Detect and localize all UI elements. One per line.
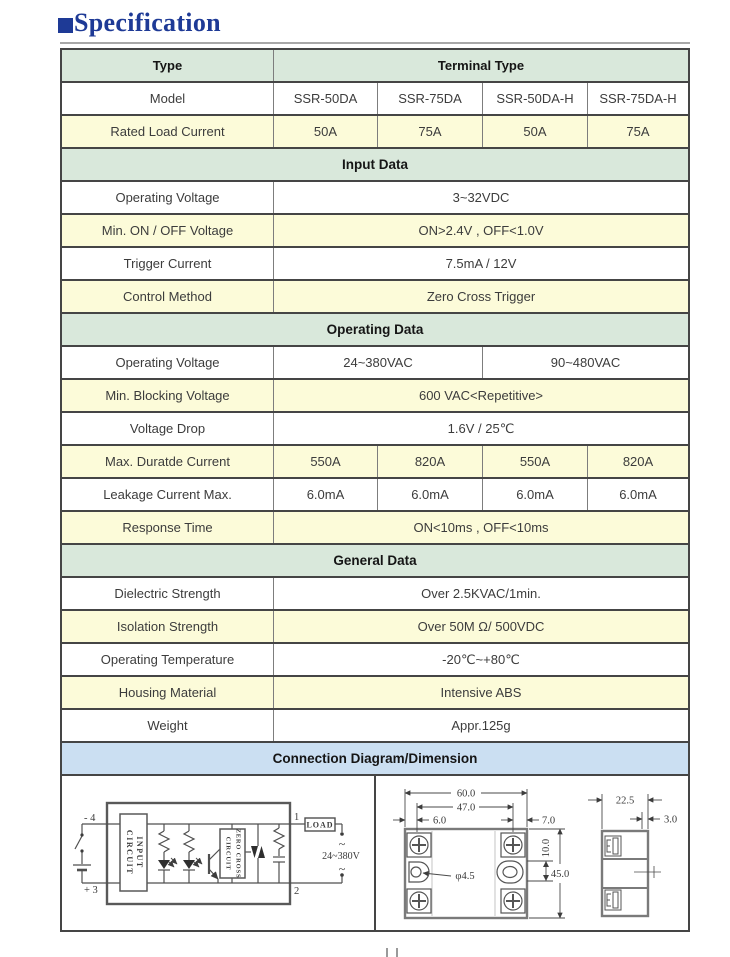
table-row bbox=[62, 644, 688, 677]
terminal-label-3: + 3 bbox=[84, 885, 98, 896]
row-value: 6.0mA bbox=[274, 479, 378, 510]
table-row bbox=[62, 215, 688, 248]
section-title: Operating Data bbox=[62, 314, 688, 345]
table-row bbox=[62, 446, 688, 479]
row-value: 90~480VAC bbox=[550, 355, 621, 370]
zero-cross-label: ZERO CROSS bbox=[234, 828, 242, 879]
row-value: 6.0mA bbox=[378, 479, 483, 510]
table-row bbox=[62, 512, 688, 545]
title-bullet-square-icon bbox=[58, 18, 73, 33]
row-label: Weight bbox=[62, 710, 274, 741]
row-value: Zero Cross Trigger bbox=[274, 281, 688, 312]
load-label: LOAD bbox=[306, 820, 334, 830]
row-label: Leakage Current Max. bbox=[62, 479, 274, 510]
dim-depth: 22.5 bbox=[615, 795, 635, 807]
row-value: Over 2.5KVAC/1min. bbox=[421, 586, 541, 601]
section-header-diagram bbox=[62, 743, 688, 776]
page-title: Specification bbox=[74, 7, 221, 37]
row-value: 3~32VDC bbox=[452, 190, 510, 205]
rated-load-value: 75A bbox=[588, 116, 688, 147]
row-value: Over 50M Ω/ 500VDC bbox=[274, 611, 688, 642]
dim-slot-height: 10.0 bbox=[541, 838, 552, 858]
side-view-body bbox=[602, 831, 648, 916]
page-header bbox=[60, 6, 690, 39]
section-title: General Data bbox=[62, 545, 688, 576]
ac-terminal-dot bbox=[340, 832, 344, 836]
type-header: Type bbox=[62, 50, 274, 81]
row-value: 820A bbox=[378, 446, 483, 477]
connection-diagram-panel bbox=[62, 776, 376, 930]
model-value: SSR-75DA-H bbox=[599, 91, 677, 106]
section-header-operating-data bbox=[62, 314, 688, 347]
row-label: Control Method bbox=[62, 281, 274, 312]
table-row bbox=[62, 710, 688, 743]
rated-load-value: 50A bbox=[274, 116, 378, 147]
dimension-drawing-svg bbox=[376, 776, 688, 930]
ac-wave-symbol: ~ bbox=[338, 862, 346, 876]
row-label: Trigger Current bbox=[62, 248, 274, 279]
model-value: SSR-75DA bbox=[378, 83, 483, 114]
section-header-general-data bbox=[62, 545, 688, 578]
terminal-type-header: Terminal Type bbox=[274, 50, 688, 81]
connection-diagram-svg bbox=[62, 776, 374, 930]
row-label: Model bbox=[62, 83, 274, 114]
dim-tab: 3.0 bbox=[664, 814, 678, 826]
dim-hole-diameter: φ4.5 bbox=[455, 871, 475, 882]
row-value: 24~380VAC bbox=[274, 347, 483, 378]
title-divider bbox=[60, 42, 690, 44]
table-row bbox=[62, 578, 688, 611]
rated-load-value: 50A bbox=[483, 116, 588, 147]
table-row bbox=[62, 380, 688, 413]
row-value: ON>2.4V , OFF<1.0V bbox=[274, 215, 688, 246]
row-value: 550A bbox=[274, 446, 378, 477]
diagram-area bbox=[62, 776, 688, 930]
row-label: Rated Load Current bbox=[62, 116, 274, 147]
ac-wave-symbol: ~ bbox=[338, 837, 346, 851]
dimension-drawing-panel bbox=[376, 776, 688, 930]
terminal-label-2: 2 bbox=[294, 886, 300, 897]
row-label: Operating Temperature bbox=[62, 644, 274, 675]
row-value: Appr.125g bbox=[451, 718, 511, 733]
row-label: Response Time bbox=[62, 512, 274, 543]
rated-load-value: 75A bbox=[378, 116, 483, 147]
row-value: -20℃~+80℃ bbox=[442, 651, 520, 667]
table-row bbox=[62, 248, 688, 281]
model-value: SSR-50DA-H bbox=[483, 83, 588, 114]
specification-table bbox=[60, 48, 690, 932]
switch-contact-dot bbox=[80, 833, 83, 836]
table-row bbox=[62, 182, 688, 215]
input-circuit-label: INPUT bbox=[135, 836, 145, 869]
page-footer-mark bbox=[386, 948, 398, 957]
section-title: Connection Diagram/Dimension bbox=[62, 743, 688, 774]
row-label: Operating Voltage bbox=[62, 347, 274, 378]
row-label: Max. Duratde Current bbox=[62, 446, 274, 477]
row-label: Operating Voltage bbox=[62, 182, 274, 213]
section-title: Input Data bbox=[62, 149, 688, 180]
table-row-type bbox=[62, 50, 688, 83]
row-value: Intensive ABS bbox=[274, 677, 688, 708]
row-value: 550A bbox=[483, 446, 588, 477]
row-value: 7.5mA / 12V bbox=[445, 256, 517, 271]
ac-voltage-label: 24~380V bbox=[322, 851, 360, 862]
dim-left-offset: 6.0 bbox=[433, 815, 447, 827]
table-row bbox=[62, 347, 688, 380]
table-row-rated-load bbox=[62, 116, 688, 149]
table-row bbox=[62, 479, 688, 512]
table-row bbox=[62, 281, 688, 314]
dim-overall-height: 45.0 bbox=[550, 869, 570, 880]
row-value: ON<10ms , OFF<10ms bbox=[274, 512, 688, 543]
zero-cross-label: CIRCUIT bbox=[224, 836, 232, 871]
table-row-model bbox=[62, 83, 688, 116]
row-label: Voltage Drop bbox=[62, 413, 274, 444]
table-row bbox=[62, 677, 688, 710]
table-row bbox=[62, 413, 688, 446]
row-value: 6.0mA bbox=[619, 487, 657, 502]
row-value: 6.0mA bbox=[483, 479, 588, 510]
sheet bbox=[60, 6, 690, 932]
section-header-input-data bbox=[62, 149, 688, 182]
row-value: 1.6V / 25℃ bbox=[447, 420, 515, 436]
row-value: 600 VAC<Repetitive> bbox=[274, 380, 688, 411]
model-value: SSR-50DA bbox=[274, 83, 378, 114]
switch-contact-dot bbox=[80, 849, 83, 852]
row-label: Min. Blocking Voltage bbox=[62, 380, 274, 411]
table-row bbox=[62, 611, 688, 644]
terminal-label-4: - 4 bbox=[84, 813, 96, 824]
row-label: Dielectric Strength bbox=[62, 578, 274, 609]
dim-right-offset: 7.0 bbox=[542, 815, 556, 827]
row-value: 820A bbox=[588, 446, 688, 477]
input-circuit-label: CIRCUIT bbox=[125, 829, 135, 876]
terminal-label-1: 1 bbox=[294, 812, 300, 823]
row-label: Housing Material bbox=[62, 677, 274, 708]
row-label: Isolation Strength bbox=[62, 611, 274, 642]
dim-hole-pitch: 47.0 bbox=[456, 802, 476, 814]
dim-overall-width: 60.0 bbox=[456, 788, 476, 800]
row-label: Min. ON / OFF Voltage bbox=[62, 215, 274, 246]
